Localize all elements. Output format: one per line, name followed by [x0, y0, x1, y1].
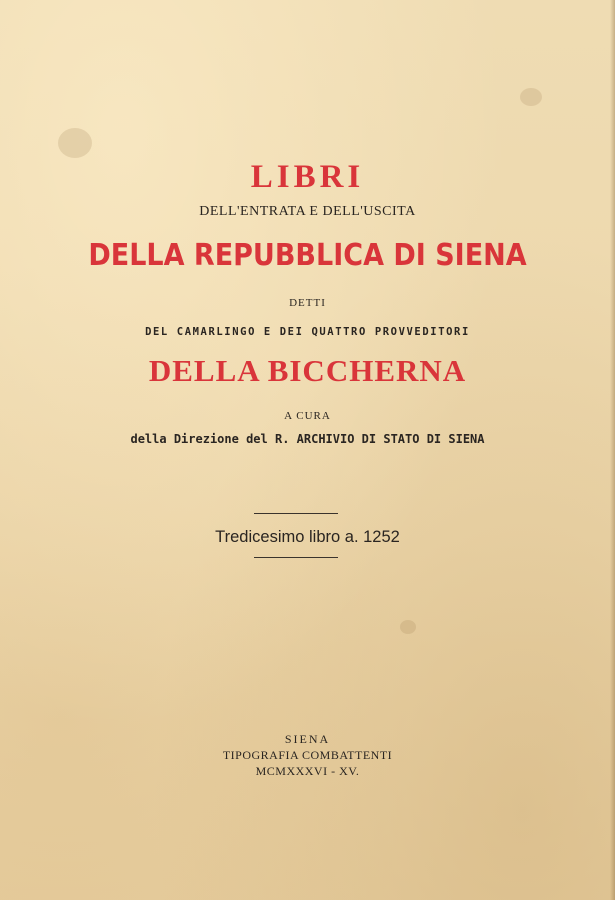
republic-heading: DELLA REPUBBLICA DI SIENA	[88, 238, 527, 273]
divider-top	[254, 513, 338, 514]
book-subtitle: DELL'ENTRATA E DELL'USCITA	[199, 204, 416, 219]
divider-bottom	[254, 557, 338, 558]
paper-stain	[400, 620, 416, 634]
office-heading: DELLA BICCHERNA	[148, 353, 467, 388]
called-label: DETTI	[289, 297, 326, 309]
volume-label: Tredicesimo libro a. 1252	[215, 528, 400, 546]
edited-by-label: A CURA	[284, 410, 331, 422]
imprint-printer: TIPOGRAFIA COMBATTENTI	[222, 748, 393, 762]
officials-line: DEL CAMARLINGO E DEI QUATTRO PROVVEDITORI	[145, 326, 470, 338]
imprint-city: SIENA	[284, 732, 331, 746]
editor-line: della Direzione del R. ARCHIVIO DI STATO DI SIENA	[130, 432, 485, 446]
paper-stain	[58, 128, 92, 158]
paper-stain	[520, 88, 542, 106]
imprint-year: MCMXXXVI - XV.	[255, 764, 360, 778]
book-title: LIBRI	[250, 159, 365, 195]
